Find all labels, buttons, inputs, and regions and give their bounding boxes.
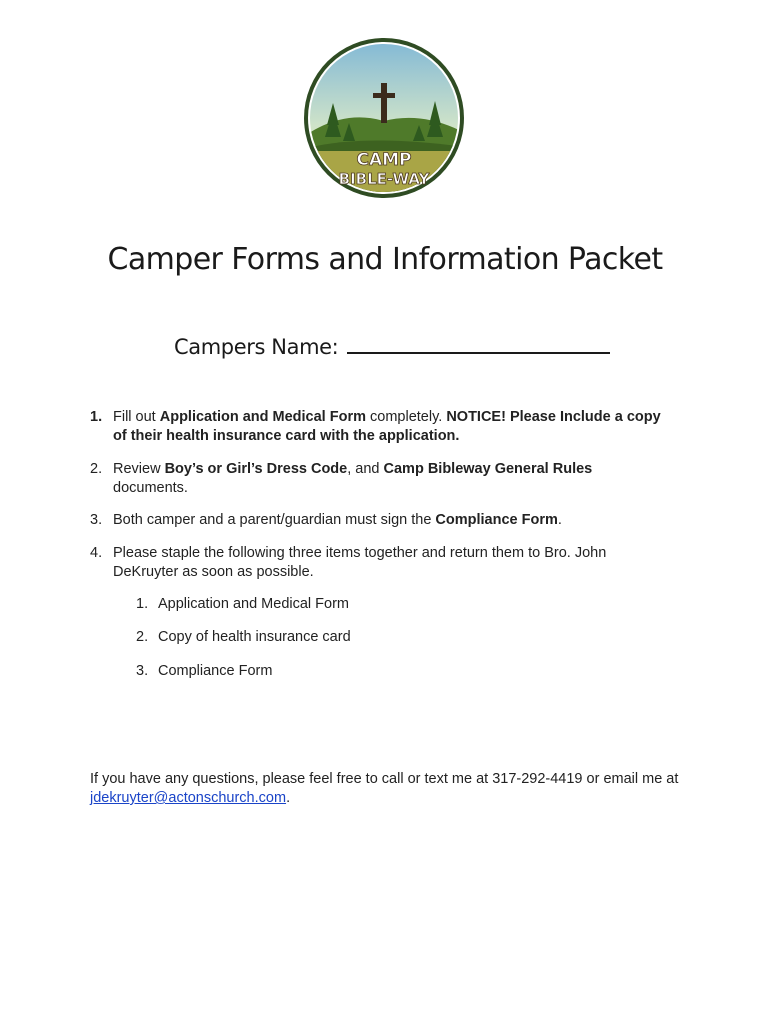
instruction-number: 1. — [90, 409, 103, 425]
camp-bible-way-logo — [303, 37, 465, 199]
text: Review — [113, 461, 165, 477]
instruction-number: 4. — [90, 545, 103, 561]
item-label: Application and Medical Form — [158, 596, 350, 612]
item-number: 2. — [136, 629, 149, 645]
staple-item — [136, 662, 272, 681]
bold-text: Boy’s or Girl’s Dress Code — [164, 461, 348, 477]
logo-text-camp: CAMP — [356, 150, 412, 170]
campers-name-blank[interactable] — [347, 330, 610, 354]
logo-text-bible-way: BIBLE-WAY — [338, 170, 430, 188]
instruction-2 — [90, 460, 670, 498]
instruction-4 — [90, 544, 670, 582]
item-label: Compliance Form — [158, 663, 273, 679]
text: . — [557, 512, 562, 528]
campers-name-label: Campers Name: — [174, 335, 339, 359]
text: Fill out — [113, 409, 160, 425]
bold-text: NOTICE! Please Include a copy of their health insurance card with the application. — [113, 409, 661, 444]
campers-name-field[interactable] — [174, 330, 610, 359]
instruction-number: 3. — [90, 512, 103, 528]
email-link[interactable]: jdekruyter@actonschurch.com — [90, 790, 287, 806]
item-label: Copy of health insurance card — [158, 629, 351, 645]
contact-note — [90, 770, 690, 808]
text: Both camper and a parent/guardian must sign the — [113, 512, 436, 528]
instruction-1 — [90, 408, 670, 446]
text: Please staple the following three items together and return them to Bro. John DeKruyter as soon as possible. — [113, 545, 607, 580]
item-number: 3. — [136, 663, 149, 679]
item-number: 1. — [136, 596, 149, 612]
instruction-number: 2. — [90, 461, 103, 477]
staple-item — [136, 595, 349, 614]
bold-text: Application and Medical Form — [159, 409, 366, 425]
text: If you have any questions, please feel free to call or text me at 317-292-4419 or email me at — [90, 771, 679, 787]
bold-text: Camp Bibleway General Rules — [383, 461, 593, 477]
text: , and — [347, 461, 384, 477]
text: completely. — [366, 409, 447, 425]
text: . — [286, 790, 291, 806]
staple-item — [136, 628, 351, 647]
bold-text: Compliance Form — [435, 512, 558, 528]
page-title: Camper Forms and Information Packet — [107, 242, 663, 277]
text: documents. — [113, 480, 188, 496]
instruction-3 — [90, 511, 670, 530]
